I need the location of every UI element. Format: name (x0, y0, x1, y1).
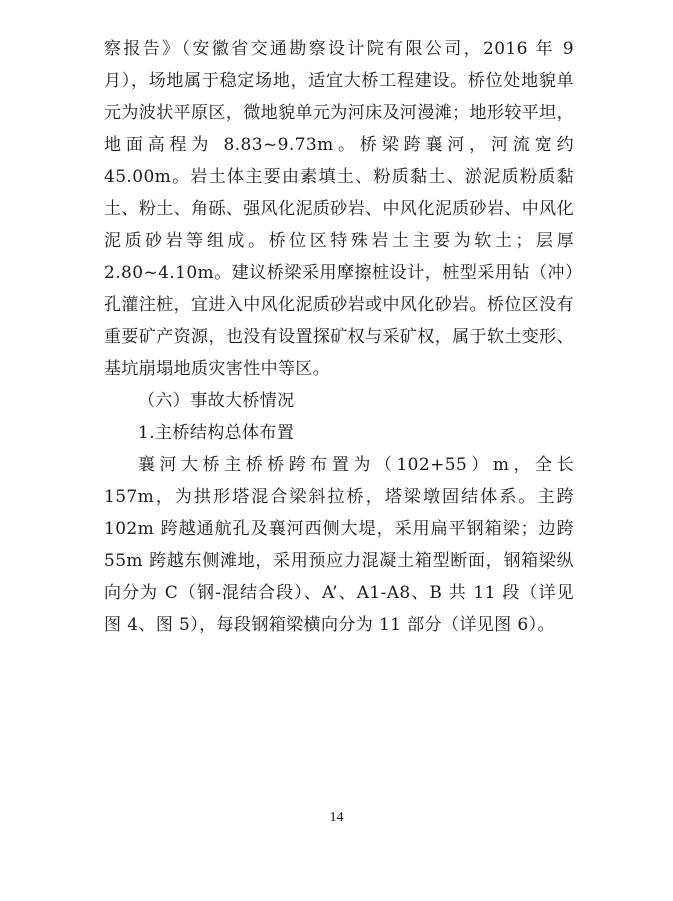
page-number: 14 (329, 810, 344, 825)
structure-paragraph: 襄河大桥主桥桥跨布置为（102+55）m，全长 157m，为拱形塔混合梁斜拉桥，塔梁墩固结体系。主跨 102m 跨越通航孔及襄河西侧大堤，采用扁平钢箱梁；边跨 55m 跨越东侧滩地，采用预应力混凝土箱型断面，钢箱梁纵向分为 C（钢-混结合段）、A’、A1-A8、B 共 11 段（详见图 4、图 5），每段钢箱梁横向分为 11 部分（详见图 6）。 (104, 455, 574, 635)
geology-paragraph: 察报告》（安徽省交通勘察设计院有限公司，2016 年 9 月），场地属于稳定场地，适宜大桥工程建设。桥位处地貌单元为波状平原区，微地貌单元为河床及河漫滩；地形较平坦，地面高程为 8.83~9.73m。桥梁跨襄河，河流宽约 45.00m。岩土体主要由素填土、粉质黏土、淤泥质粉质黏土、粉土、角砾、强风化泥质砂岩、中风化泥质砂岩、中风化泥质砂岩等组成。桥位区特殊岩土主要为软土；层厚 2.80~4.10m。建议桥梁采用摩擦桩设计，桩型采用钻（冲）孔灌注桩，宜进入中风化泥质砂岩或中风化砂岩。桥位区没有重要矿产资源，也没有设置探矿权与采矿权，属于软土变形、基坑崩塌地质灾害性中等区。 (104, 39, 574, 379)
subsection-heading: 1.主桥结构总体布置 (138, 423, 295, 443)
document-body (104, 33, 574, 641)
section-heading: （六）事故大桥情况 (138, 391, 295, 411)
